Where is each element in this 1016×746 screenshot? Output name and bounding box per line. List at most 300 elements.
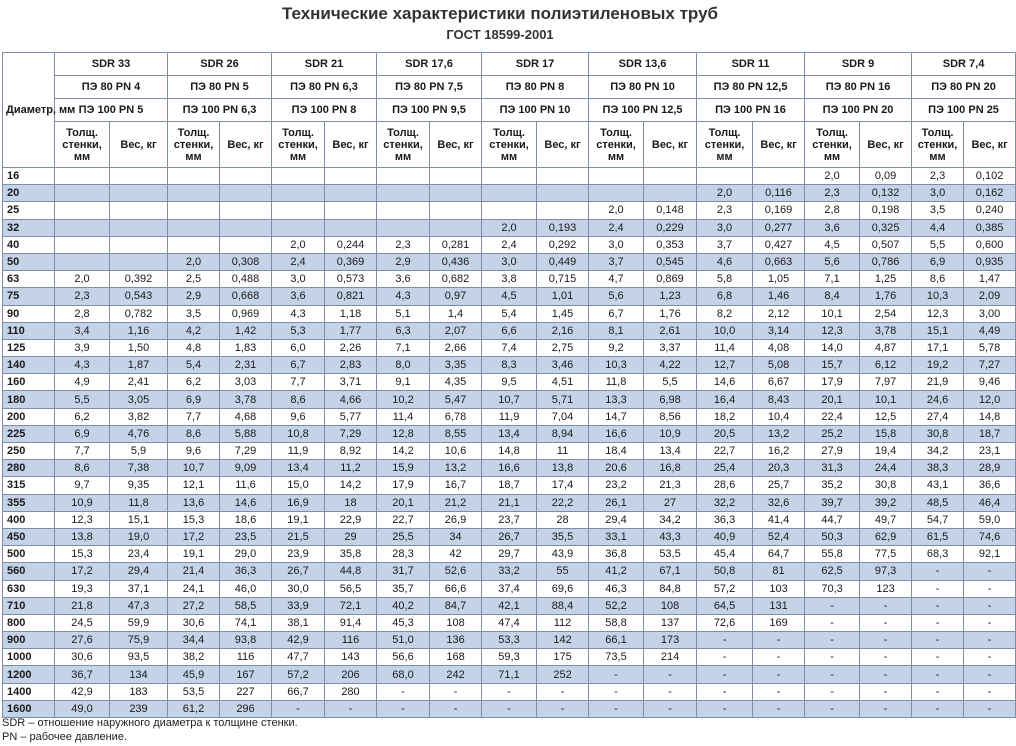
weight-cell: 0,488 <box>220 271 272 288</box>
sdr-header: SDR 17,6 <box>377 53 482 76</box>
weight-cell: - <box>964 683 1016 700</box>
thickness-cell: 29,4 <box>589 511 644 528</box>
weight-cell <box>325 219 377 236</box>
thickness-cell: 10,3 <box>589 357 644 374</box>
weight-cell: 69,6 <box>537 580 589 597</box>
weight-cell: 0,449 <box>537 253 589 270</box>
weight-cell: - <box>644 683 697 700</box>
weight-cell: 9,09 <box>220 460 272 477</box>
page-title: Технические характеристики полиэтиленовых труб <box>281 4 719 23</box>
weight-cell: 7,29 <box>220 443 272 460</box>
thickness-cell: 36,3 <box>697 511 753 528</box>
weight-cell: 41,4 <box>753 511 805 528</box>
thickness-cell: 45,4 <box>697 546 753 563</box>
thickness-cell: 2,0 <box>805 168 860 185</box>
table-row <box>3 408 1016 425</box>
weight-cell: 11,2 <box>325 460 377 477</box>
thickness-cell: 62,5 <box>805 563 860 580</box>
thickness-cell: 53,3 <box>482 632 537 649</box>
table-row <box>3 460 1016 477</box>
weight-cell: 15,8 <box>860 425 912 442</box>
weight-cell: 3,05 <box>110 391 168 408</box>
thickness-cell: 10,1 <box>805 305 860 322</box>
sdr-header: SDR 21 <box>272 53 377 76</box>
thickness-cell: 38,3 <box>912 460 964 477</box>
thickness-cell: 24,6 <box>912 391 964 408</box>
thickness-cell: 17,2 <box>55 563 110 580</box>
weight-cell: 1,16 <box>110 322 168 339</box>
weight-cell: 3,78 <box>220 391 272 408</box>
thickness-cell: 33,9 <box>272 597 325 614</box>
weight-cell: 175 <box>537 649 589 666</box>
thickness-cell: 12,3 <box>805 322 860 339</box>
weight-cell: 12,0 <box>964 391 1016 408</box>
thickness-cell: 58,8 <box>589 614 644 631</box>
thickness-cell: - <box>697 649 753 666</box>
weight-cell: 2,66 <box>430 339 482 356</box>
thickness-header: Толщ. стенки, мм <box>697 122 753 168</box>
sdr-header: SDR 7,4 <box>912 53 1016 76</box>
thickness-cell: 34,2 <box>912 443 964 460</box>
weight-cell: - <box>430 700 482 717</box>
weight-cell: 0,543 <box>110 288 168 305</box>
weight-cell: 7,97 <box>860 374 912 391</box>
thickness-cell: 9,6 <box>168 443 220 460</box>
thickness-cell: 27,9 <box>805 443 860 460</box>
weight-cell: 43,3 <box>644 528 697 545</box>
diameter-cell: 32 <box>3 219 55 236</box>
weight-cell: 1,76 <box>644 305 697 322</box>
thickness-cell: - <box>697 683 753 700</box>
weight-cell: 21,3 <box>644 477 697 494</box>
thickness-cell: 16,6 <box>482 460 537 477</box>
weight-cell: 25,7 <box>753 477 805 494</box>
table-row <box>3 425 1016 442</box>
weight-cell: - <box>325 700 377 717</box>
thickness-cell <box>168 236 220 253</box>
thickness-cell: 21,9 <box>912 374 964 391</box>
weight-cell: 136 <box>430 632 482 649</box>
pe80-header: ПЭ 80 PN 5 <box>168 76 272 99</box>
weight-cell: 0,786 <box>860 253 912 270</box>
diameter-cell: 75 <box>3 288 55 305</box>
thickness-cell: 4,4 <box>912 219 964 236</box>
thickness-header: Толщ. стенки, мм <box>912 122 964 168</box>
sdr-header: SDR 33 <box>55 53 168 76</box>
weight-cell: 4,49 <box>964 322 1016 339</box>
thickness-cell <box>168 202 220 219</box>
weight-cell: 46,4 <box>964 494 1016 511</box>
thickness-cell: 66,1 <box>589 632 644 649</box>
thickness-cell: 2,3 <box>912 168 964 185</box>
thickness-cell: 45,9 <box>168 666 220 683</box>
thickness-cell: 20,6 <box>589 460 644 477</box>
thickness-cell: - <box>912 563 964 580</box>
thickness-cell: 3,0 <box>589 236 644 253</box>
thickness-cell: 6,8 <box>697 288 753 305</box>
thickness-cell: 6,9 <box>55 425 110 442</box>
thickness-cell <box>589 168 644 185</box>
weight-cell: 58,5 <box>220 597 272 614</box>
weight-cell: 23,5 <box>220 528 272 545</box>
thickness-cell: 35,2 <box>805 477 860 494</box>
weight-cell: 19,4 <box>860 443 912 460</box>
thickness-cell: - <box>912 632 964 649</box>
thickness-cell: 13,4 <box>272 460 325 477</box>
weight-cell: - <box>964 597 1016 614</box>
thickness-cell <box>168 185 220 202</box>
diameter-cell: 1400 <box>3 683 55 700</box>
thickness-cell: 16,6 <box>589 425 644 442</box>
table-row <box>3 666 1016 683</box>
weight-cell: 252 <box>537 666 589 683</box>
thickness-cell: - <box>805 700 860 717</box>
thickness-cell: 2,4 <box>272 253 325 270</box>
weight-cell: 55 <box>537 563 589 580</box>
weight-cell: 5,77 <box>325 408 377 425</box>
weight-cell: 59,9 <box>110 614 168 631</box>
thickness-cell <box>55 185 110 202</box>
weight-cell: 36,6 <box>964 477 1016 494</box>
weight-cell: 20,3 <box>753 460 805 477</box>
thickness-cell: 28,6 <box>697 477 753 494</box>
weight-cell: 26,9 <box>430 511 482 528</box>
weight-cell: 91,4 <box>325 614 377 631</box>
thickness-cell: 3,6 <box>377 271 430 288</box>
thickness-cell: 2,4 <box>589 219 644 236</box>
weight-cell: 5,88 <box>220 425 272 442</box>
weight-cell: 4,51 <box>537 374 589 391</box>
weight-cell <box>110 185 168 202</box>
weight-cell <box>220 185 272 202</box>
weight-cell: 29,4 <box>110 563 168 580</box>
diameter-cell: 110 <box>3 322 55 339</box>
thickness-cell: 2,3 <box>377 236 430 253</box>
weight-cell: 169 <box>753 614 805 631</box>
weight-cell: - <box>753 649 805 666</box>
diameter-cell: 1200 <box>3 666 55 683</box>
table-row <box>3 528 1016 545</box>
thickness-cell: 2,5 <box>168 271 220 288</box>
weight-cell: 3,82 <box>110 408 168 425</box>
weight-cell: 77,5 <box>860 546 912 563</box>
table-row <box>3 494 1016 511</box>
weight-header: Вес, кг <box>220 122 272 168</box>
table-row <box>3 443 1016 460</box>
thickness-cell <box>272 219 325 236</box>
weight-cell: 23,1 <box>964 443 1016 460</box>
thickness-cell: - <box>482 700 537 717</box>
diameter-cell: 40 <box>3 236 55 253</box>
thickness-cell: 8,3 <box>482 357 537 374</box>
weight-cell: 66,6 <box>430 580 482 597</box>
weight-cell: 5,71 <box>537 391 589 408</box>
thickness-cell: 2,9 <box>377 253 430 270</box>
thickness-cell: 23,2 <box>589 477 644 494</box>
thickness-cell <box>55 236 110 253</box>
thickness-cell: 11,4 <box>377 408 430 425</box>
weight-cell: 1,83 <box>220 339 272 356</box>
thickness-cell: 16,4 <box>697 391 753 408</box>
weight-header: Вес, кг <box>860 122 912 168</box>
thickness-cell: 7,7 <box>168 408 220 425</box>
thickness-cell: 53,5 <box>168 683 220 700</box>
pe80-header: ПЭ 80 PN 8 <box>482 76 589 99</box>
weight-cell: 5,47 <box>430 391 482 408</box>
thickness-header: Толщ. стенки, мм <box>377 122 430 168</box>
weight-cell <box>110 202 168 219</box>
weight-cell: 1,25 <box>860 271 912 288</box>
weight-cell: 5,08 <box>753 357 805 374</box>
footnote-pn: PN – рабочее давление. <box>2 731 128 743</box>
thickness-cell: 2,4 <box>482 236 537 253</box>
weight-cell <box>325 202 377 219</box>
thickness-cell: 3,0 <box>697 219 753 236</box>
thickness-cell: 14,2 <box>377 443 430 460</box>
thickness-cell: 5,1 <box>377 305 430 322</box>
thickness-cell <box>168 219 220 236</box>
thickness-cell: 21,4 <box>168 563 220 580</box>
pe80-header: ПЭ 80 PN 16 <box>805 76 912 99</box>
weight-cell: 296 <box>220 700 272 717</box>
thickness-cell: 57,2 <box>272 666 325 683</box>
thickness-cell: 2,0 <box>589 202 644 219</box>
weight-cell: 67,1 <box>644 563 697 580</box>
thickness-cell: 27,2 <box>168 597 220 614</box>
thickness-cell <box>377 202 430 219</box>
thickness-cell: 2,0 <box>272 236 325 253</box>
thickness-cell: 19,3 <box>55 580 110 597</box>
thickness-cell: 4,9 <box>55 374 110 391</box>
thickness-cell: 26,1 <box>589 494 644 511</box>
diameter-cell: 355 <box>3 494 55 511</box>
table-row <box>3 185 1016 202</box>
thickness-cell: 10,7 <box>168 460 220 477</box>
thickness-cell: 8,4 <box>805 288 860 305</box>
weight-cell: 0,715 <box>537 271 589 288</box>
thickness-cell: 13,3 <box>589 391 644 408</box>
thickness-cell: - <box>805 632 860 649</box>
pe80-header: ПЭ 80 PN 20 <box>912 76 1016 99</box>
table-row <box>3 219 1016 236</box>
thickness-cell: 19,1 <box>272 511 325 528</box>
diameter-cell: 250 <box>3 443 55 460</box>
weight-cell: 84,7 <box>430 597 482 614</box>
thickness-cell: 3,8 <box>482 271 537 288</box>
weight-cell: 3,71 <box>325 374 377 391</box>
pipe-spec-table <box>2 52 1016 718</box>
weight-cell <box>644 185 697 202</box>
weight-cell: 0,162 <box>964 185 1016 202</box>
thickness-cell: - <box>589 700 644 717</box>
weight-cell: 173 <box>644 632 697 649</box>
thickness-cell: 9,2 <box>589 339 644 356</box>
thickness-cell: 7,7 <box>272 374 325 391</box>
thickness-cell: 30,8 <box>912 425 964 442</box>
diameter-cell: 200 <box>3 408 55 425</box>
thickness-cell <box>482 185 537 202</box>
weight-cell: 93,5 <box>110 649 168 666</box>
weight-cell: - <box>964 700 1016 717</box>
weight-cell: 37,1 <box>110 580 168 597</box>
thickness-cell: - <box>589 666 644 683</box>
thickness-cell: 8,6 <box>55 460 110 477</box>
thickness-cell: 8,1 <box>589 322 644 339</box>
weight-cell <box>110 168 168 185</box>
weight-cell <box>537 202 589 219</box>
diameter-cell: 630 <box>3 580 55 597</box>
weight-cell: 1,50 <box>110 339 168 356</box>
weight-cell: 34,2 <box>644 511 697 528</box>
weight-cell: 0,682 <box>430 271 482 288</box>
thickness-cell: 12,3 <box>55 511 110 528</box>
diameter-cell: 140 <box>3 357 55 374</box>
weight-cell: 14,2 <box>325 477 377 494</box>
weight-cell: 0,193 <box>537 219 589 236</box>
weight-cell: 0,507 <box>860 236 912 253</box>
thickness-cell <box>272 185 325 202</box>
thickness-cell: 30,6 <box>55 649 110 666</box>
thickness-cell: 9,7 <box>55 477 110 494</box>
thickness-cell: 10,3 <box>912 288 964 305</box>
weight-cell: 10,9 <box>644 425 697 442</box>
weight-cell: 1,18 <box>325 305 377 322</box>
weight-cell: 0,132 <box>860 185 912 202</box>
thickness-cell <box>168 168 220 185</box>
table-row <box>3 322 1016 339</box>
thickness-cell: 8,0 <box>377 357 430 374</box>
weight-cell: 0,369 <box>325 253 377 270</box>
diameter-cell: 125 <box>3 339 55 356</box>
weight-cell: 8,56 <box>644 408 697 425</box>
thickness-cell: 66,7 <box>272 683 325 700</box>
weight-cell: 2,09 <box>964 288 1016 305</box>
thickness-cell <box>377 219 430 236</box>
thickness-cell: 11,9 <box>482 408 537 425</box>
thickness-cell: 71,1 <box>482 666 537 683</box>
weight-cell: 1,4 <box>430 305 482 322</box>
thickness-cell: 26,7 <box>482 528 537 545</box>
diameter-cell: 16 <box>3 168 55 185</box>
thickness-cell: 15,0 <box>272 477 325 494</box>
thickness-cell: 5,4 <box>168 357 220 374</box>
thickness-cell: 4,2 <box>168 322 220 339</box>
weight-cell: 13,2 <box>753 425 805 442</box>
weight-cell: 108 <box>430 614 482 631</box>
weight-cell: 0,392 <box>110 271 168 288</box>
weight-cell: 14,8 <box>964 408 1016 425</box>
weight-cell: 0,969 <box>220 305 272 322</box>
weight-cell: - <box>860 666 912 683</box>
thickness-header: Толщ. стенки, мм <box>272 122 325 168</box>
thickness-cell: 44,7 <box>805 511 860 528</box>
thickness-cell: 17,9 <box>805 374 860 391</box>
table-row <box>3 236 1016 253</box>
thickness-cell: 4,3 <box>272 305 325 322</box>
thickness-cell: 2,8 <box>55 305 110 322</box>
weight-cell: 13,2 <box>430 460 482 477</box>
thickness-cell: 72,6 <box>697 614 753 631</box>
footnote-sdr: SDR – отношение наружного диаметра к толщине стенки. <box>2 717 298 729</box>
thickness-cell: 23,9 <box>272 546 325 563</box>
thickness-cell: - <box>912 700 964 717</box>
weight-cell: 11,8 <box>110 494 168 511</box>
thickness-cell: - <box>272 700 325 717</box>
pe100-header: ПЭ 100 PN 5 <box>55 99 168 122</box>
weight-cell: 2,16 <box>537 322 589 339</box>
diameter-cell: 63 <box>3 271 55 288</box>
thickness-cell: 70,3 <box>805 580 860 597</box>
thickness-cell <box>55 168 110 185</box>
weight-cell: 7,29 <box>325 425 377 442</box>
weight-cell: 36,3 <box>220 563 272 580</box>
weight-header: Вес, кг <box>537 122 589 168</box>
thickness-cell: 19,2 <box>912 357 964 374</box>
pe80-header: ПЭ 80 PN 6,3 <box>272 76 377 99</box>
weight-cell: 4,66 <box>325 391 377 408</box>
thickness-cell <box>377 168 430 185</box>
thickness-cell: 19,1 <box>168 546 220 563</box>
weight-cell: 62,9 <box>860 528 912 545</box>
weight-cell: 1,42 <box>220 322 272 339</box>
thickness-cell: 2,0 <box>168 253 220 270</box>
thickness-cell: 17,9 <box>377 477 430 494</box>
thickness-cell: 12,3 <box>912 305 964 322</box>
weight-cell: 15,1 <box>110 511 168 528</box>
weight-cell: 43,9 <box>537 546 589 563</box>
thickness-cell: 8,6 <box>912 271 964 288</box>
weight-cell: 8,43 <box>753 391 805 408</box>
thickness-cell: 51,0 <box>377 632 430 649</box>
weight-cell: 2,54 <box>860 305 912 322</box>
weight-cell: - <box>860 649 912 666</box>
weight-cell: 49,7 <box>860 511 912 528</box>
weight-cell: - <box>430 683 482 700</box>
thickness-cell: 7,4 <box>482 339 537 356</box>
weight-cell: 2,07 <box>430 322 482 339</box>
thickness-cell: 27,4 <box>912 408 964 425</box>
thickness-cell: 3,4 <box>55 322 110 339</box>
thickness-cell: 3,6 <box>805 219 860 236</box>
thickness-cell: 14,0 <box>805 339 860 356</box>
diameter-cell: 450 <box>3 528 55 545</box>
weight-cell: 11 <box>537 443 589 460</box>
thickness-cell: - <box>589 683 644 700</box>
thickness-cell: 6,9 <box>168 391 220 408</box>
weight-cell <box>110 236 168 253</box>
weight-cell: 8,55 <box>430 425 482 442</box>
weight-cell: 52,6 <box>430 563 482 580</box>
weight-cell: 137 <box>644 614 697 631</box>
thickness-cell: - <box>912 580 964 597</box>
weight-cell: 2,12 <box>753 305 805 322</box>
weight-cell: 3,35 <box>430 357 482 374</box>
thickness-cell <box>482 168 537 185</box>
weight-cell: 280 <box>325 683 377 700</box>
weight-cell: 0,663 <box>753 253 805 270</box>
thickness-cell: 12,1 <box>168 477 220 494</box>
thickness-cell: 5,5 <box>55 391 110 408</box>
thickness-cell: 21,1 <box>482 494 537 511</box>
thickness-cell: 16,9 <box>272 494 325 511</box>
weight-cell: 18,6 <box>220 511 272 528</box>
weight-cell <box>430 185 482 202</box>
thickness-cell: 42,9 <box>55 683 110 700</box>
thickness-cell: 11,8 <box>589 374 644 391</box>
thickness-cell: 56,6 <box>377 649 430 666</box>
weight-cell: 6,98 <box>644 391 697 408</box>
weight-cell: 4,35 <box>430 374 482 391</box>
